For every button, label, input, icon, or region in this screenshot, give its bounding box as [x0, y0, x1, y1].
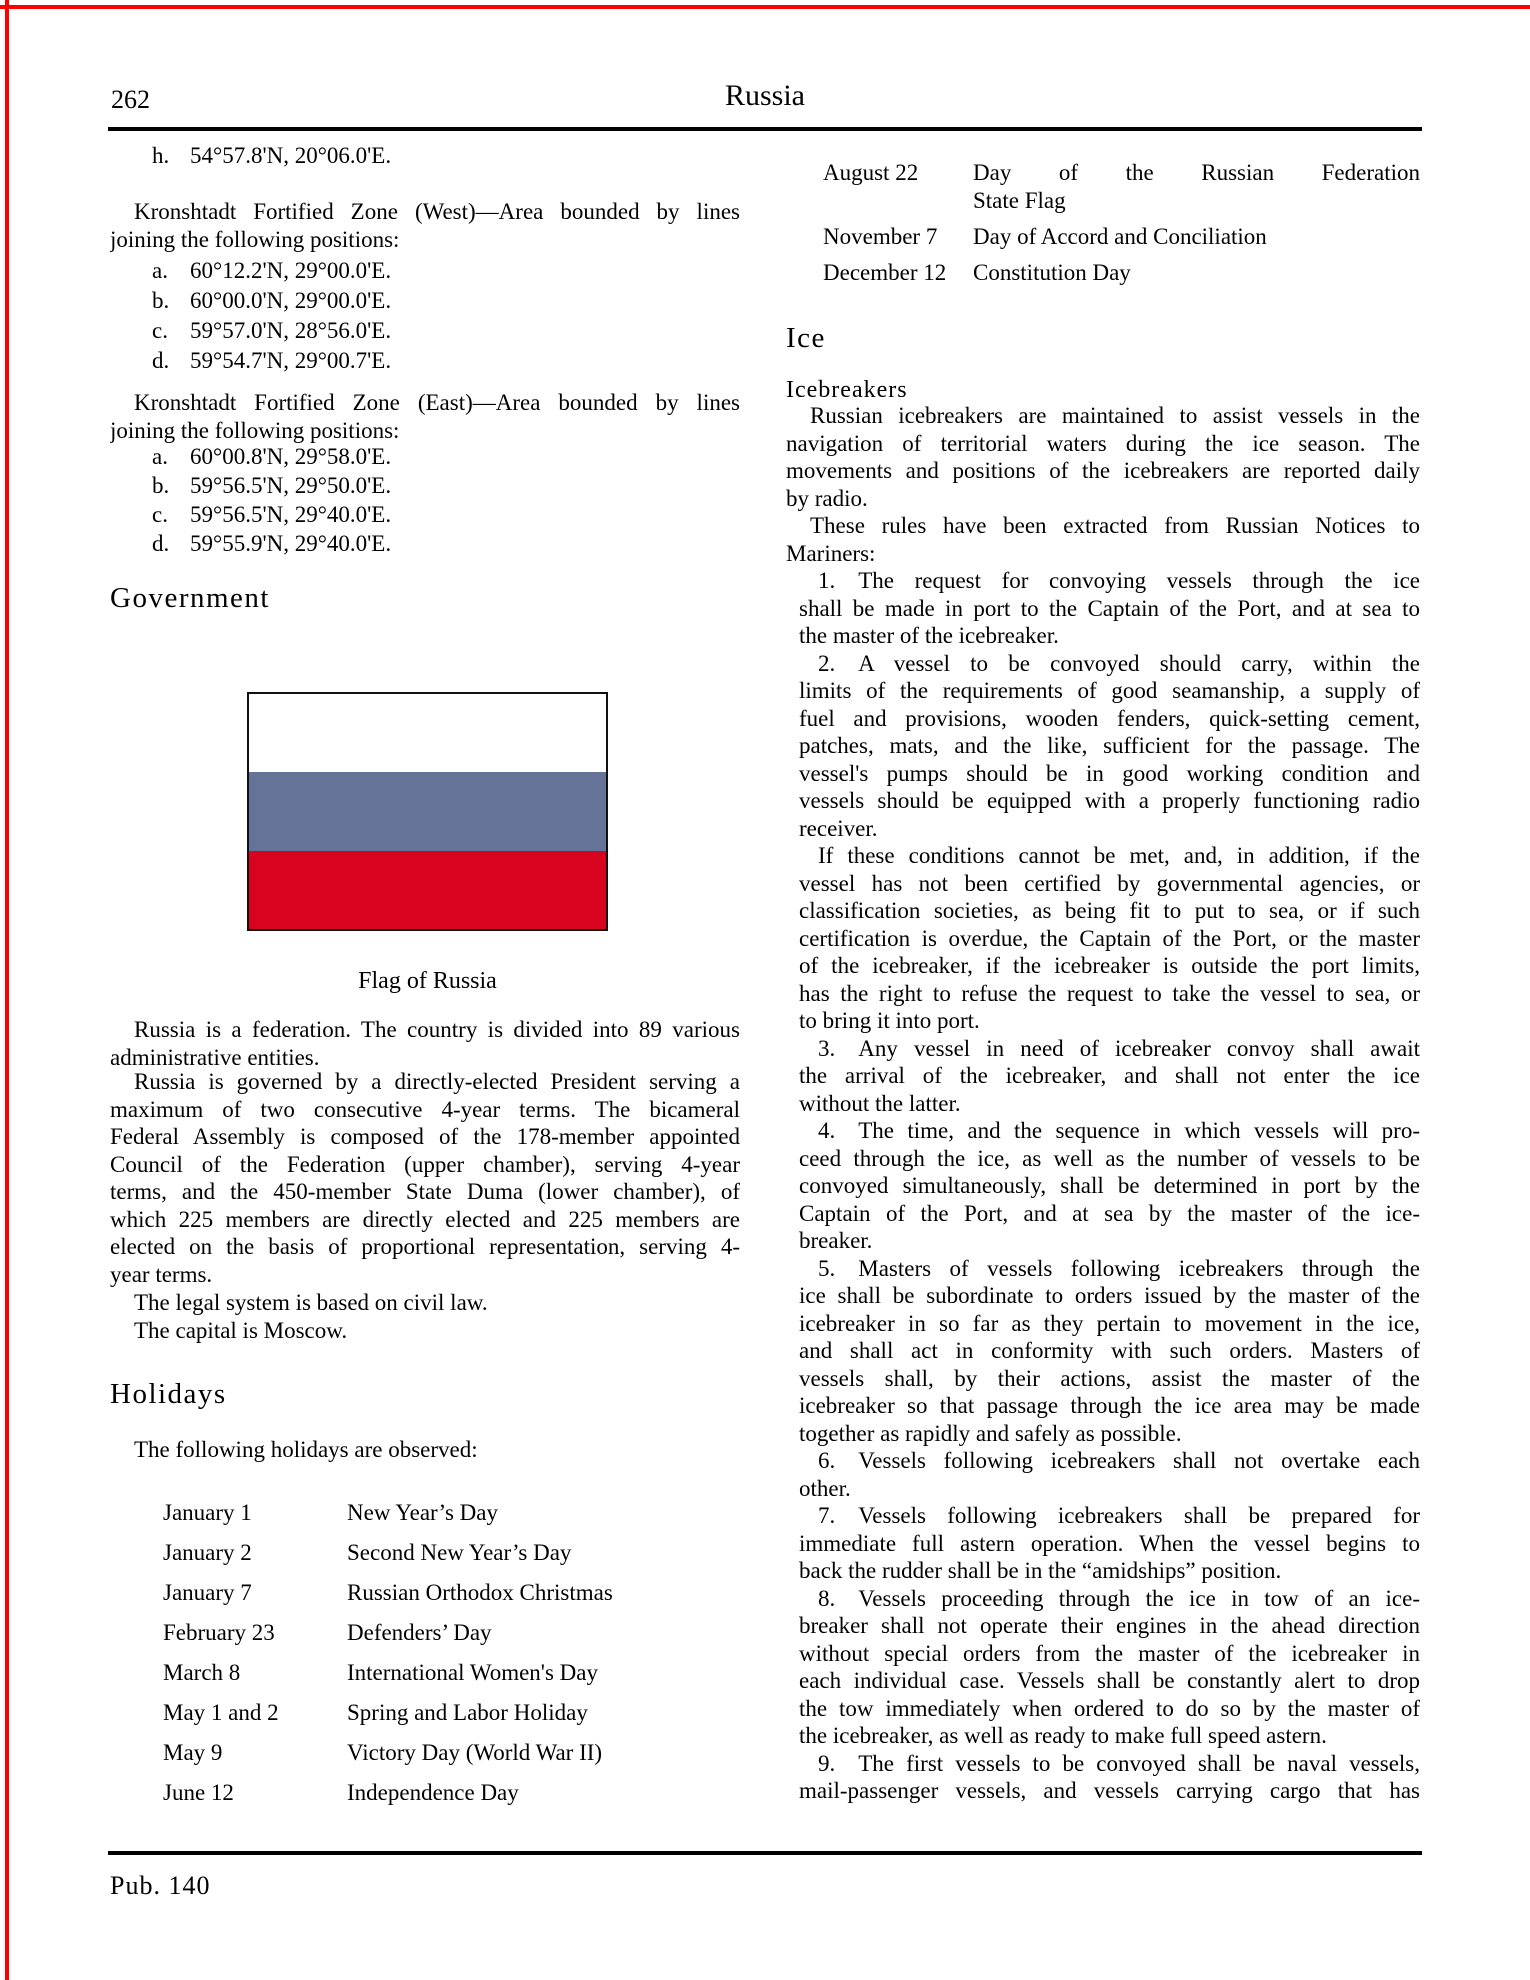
paragraph-line: The capital is Moscow. [134, 1318, 348, 1343]
paragraph [110, 1289, 740, 1317]
observance-row [786, 259, 1420, 287]
observance-table [786, 159, 1420, 295]
holiday-row [110, 1619, 740, 1659]
flag-caption: Flag of Russia [358, 968, 497, 994]
paragraph-line: Kronshtadt Fortified Zone (East)—Area bounded by lines [134, 390, 740, 415]
observance-date: December 12 [823, 259, 947, 285]
coordinate-list [110, 256, 740, 376]
paragraph-line: of the icebreaker, if the icebreaker is outside the port limits, [799, 953, 1420, 978]
observance-name [973, 259, 1420, 287]
paragraph [799, 1585, 1420, 1750]
sub-heading: Icebreakers [786, 377, 908, 403]
paragraph-line: 9. The first vessels to be convoyed shall be naval vessels, [818, 1750, 1420, 1776]
coordinate-label: c. [152, 502, 168, 527]
paragraph-line: other. [799, 1475, 851, 1501]
coordinate-label: a. [152, 444, 168, 469]
paragraph [786, 402, 1420, 512]
paragraph-line: vessels should be equipped with a properly functioning radio [799, 788, 1420, 813]
paragraph-line: convoyed simultaneously, shall be determined in port by the [799, 1173, 1420, 1198]
holiday-row [110, 1739, 740, 1779]
paragraph [799, 1447, 1420, 1502]
coordinate-value: 59°56.5'N, 29°50.0'E. [190, 473, 392, 498]
paragraph [110, 198, 740, 253]
coordinate-label: d. [152, 531, 170, 556]
paragraph-line: to bring it into port. [799, 1008, 980, 1033]
flag-figure [110, 692, 740, 931]
paragraph [799, 1035, 1420, 1118]
paragraph-line: immediate full astern operation. When the vessel begins to [799, 1530, 1420, 1556]
coordinate-item [110, 442, 740, 471]
holiday-date: May 1 and 2 [163, 1700, 279, 1725]
observance-name [973, 223, 1420, 251]
paragraph-line: navigation of territorial waters during the ice season. The [786, 430, 1420, 456]
paragraph-line: 3. Any vessel in need of icebreaker convoy shall await [818, 1035, 1420, 1061]
page-number: 262 [111, 85, 150, 114]
coordinate-item [110, 141, 740, 171]
paragraph-line: without the latter. [799, 1090, 961, 1116]
observance-name-line: State Flag [973, 187, 1066, 213]
paragraph [110, 1016, 740, 1071]
coordinate-label: b. [152, 288, 170, 313]
paragraph-line: 5. Masters of vessels following icebreakers through the [818, 1255, 1420, 1281]
publication-label: Pub. 140 [110, 1871, 211, 1900]
paragraph-line: Russia is a federation. The country is divided into 89 various [134, 1017, 740, 1042]
footer-rule [108, 1851, 1422, 1855]
paragraph [799, 650, 1420, 843]
coordinate-value: 60°12.2'N, 29°00.0'E. [190, 258, 392, 283]
observance-name-line: Constitution Day [973, 259, 1131, 285]
holiday-row [110, 1779, 740, 1819]
paragraph-line: joining the following positions: [110, 417, 400, 443]
coordinate-label: d. [152, 348, 170, 373]
paragraph-line: certification is overdue, the Captain of the Port, or the master [799, 925, 1420, 951]
coordinate-item [110, 316, 740, 346]
holiday-date: June 12 [163, 1780, 234, 1805]
paragraph-line: has the right to refuse the request to take the vessel to sea, or [799, 980, 1420, 1006]
paragraph-line: movements and positions of the icebreakers are reported daily [786, 458, 1420, 483]
paragraph-line: Mariners: [786, 540, 876, 566]
holiday-date: January 2 [163, 1540, 252, 1565]
paragraph-line: the arrival of the icebreaker, and shall not enter the ice [799, 1063, 1420, 1088]
holiday-row [110, 1579, 740, 1619]
paragraph-line: each individual case. Vessels shall be constantly alert to drop [799, 1668, 1420, 1693]
flag-stripe-blue [249, 772, 606, 850]
coordinate-value: 59°54.7'N, 29°00.7'E. [190, 348, 392, 373]
paragraph [110, 1436, 740, 1464]
paragraph-line: receiver. [799, 815, 878, 841]
flag-stripe-white [249, 694, 606, 772]
coordinate-value: 59°55.9'N, 29°40.0'E. [190, 531, 392, 556]
paragraph-line: The following holidays are observed: [134, 1437, 478, 1462]
paragraph-line: breaker shall not operate their engines in the ahead direction [799, 1613, 1420, 1638]
paragraph-line: the master of the icebreaker. [799, 623, 1059, 648]
section-heading: Government [110, 582, 270, 614]
paragraph-line: 8. Vessels proceeding through the ice in tow of an ice- [818, 1585, 1420, 1611]
paragraph-line: patches, mats, and the like, sufficient for the passage. The [799, 733, 1420, 758]
right-column [786, 132, 1420, 1872]
header-rule [108, 127, 1422, 131]
holiday-name: Russian Orthodox Christmas [347, 1580, 613, 1605]
coordinate-list [110, 141, 740, 171]
holiday-name: Independence Day [347, 1780, 519, 1805]
paragraph-line: 4. The time, and the sequence in which vessels will pro- [818, 1118, 1420, 1143]
paragraph [799, 1502, 1420, 1585]
paragraph-line: limits of the requirements of good seamanship, a supply of [799, 678, 1420, 703]
coordinate-label: b. [152, 473, 170, 498]
holiday-name: Victory Day (World War II) [347, 1740, 603, 1765]
coordinate-item [110, 471, 740, 500]
paragraph-line: fuel and provisions, wooden fenders, quick-setting cement, [799, 705, 1420, 731]
paragraph-line: vessel has not been certified by governmental agencies, or [799, 870, 1420, 896]
paragraph-line: together as rapidly and safely as possible. [799, 1420, 1182, 1446]
paragraph [799, 1255, 1420, 1448]
holiday-name: International Women's Day [347, 1660, 598, 1685]
paragraph [799, 1750, 1420, 1805]
paragraph-line: 2. A vessel to be convoyed should carry, within the [818, 650, 1420, 676]
observance-date: November 7 [823, 223, 938, 249]
coordinate-label: h. [152, 143, 170, 168]
paragraph-line: ceed through the ice, as well as the number of vessels to be [799, 1145, 1420, 1171]
paragraph-line: mail-passenger vessels, and vessels carrying cargo that has [799, 1778, 1420, 1803]
paragraph-line: administrative entities. [110, 1044, 320, 1070]
russia-flag [247, 692, 608, 931]
paragraph-line: elected on the basis of proportional representation, serving 4- [110, 1234, 740, 1259]
paragraph-line: year terms. [110, 1261, 213, 1287]
observance-name-line: Day of Accord and Conciliation [973, 223, 1267, 249]
holiday-name: New Year’s Day [347, 1500, 498, 1525]
paragraph-line: icebreaker so that passage through the ice area may be made [799, 1393, 1420, 1418]
paragraph [786, 512, 1420, 567]
holiday-name: Defenders’ Day [347, 1620, 492, 1645]
holiday-row [110, 1499, 740, 1539]
coordinate-item [110, 286, 740, 316]
observance-row [786, 223, 1420, 251]
coordinate-value: 59°56.5'N, 29°40.0'E. [190, 502, 392, 527]
coordinate-item [110, 500, 740, 529]
coordinate-item [110, 256, 740, 286]
coordinate-value: 59°57.0'N, 28°56.0'E. [190, 318, 392, 343]
left-column [110, 132, 740, 1872]
paragraph-line: which 225 members are directly elected and 225 members are [110, 1206, 740, 1232]
paragraph [110, 1068, 740, 1288]
paragraph-line: ice shall be subordinate to orders issued by the master of the [799, 1283, 1420, 1308]
holiday-table [110, 1499, 740, 1819]
paragraph-line: joining the following positions: [110, 226, 400, 252]
paragraph-line: classification societies, as being fit to put to sea, or if such [799, 898, 1420, 923]
flag-stripe-red [249, 851, 606, 929]
paragraph-line: shall be made in port to the Captain of the Port, and at sea to [799, 595, 1420, 621]
paragraph [110, 1317, 740, 1345]
section-heading: Ice [786, 322, 826, 354]
paragraph-line: The legal system is based on civil law. [134, 1290, 488, 1315]
paragraph-line: the icebreaker, as well as ready to make full speed astern. [799, 1723, 1327, 1748]
paragraph-line: the tow immediately when ordered to do so by the master of [799, 1695, 1420, 1721]
paragraph-line: Federal Assembly is composed of the 178-member appointed [110, 1124, 740, 1149]
coordinate-value: 60°00.0'N, 29°00.0'E. [190, 288, 392, 313]
holiday-row [110, 1539, 740, 1579]
paragraph-line: vessel's pumps should be in good working condition and [799, 760, 1420, 786]
coordinate-value: 60°00.8'N, 29°58.0'E. [190, 444, 392, 469]
coordinate-list [110, 442, 740, 558]
paragraph [799, 567, 1420, 650]
observance-date: August 22 [823, 160, 919, 185]
page-title: Russia [724, 79, 805, 112]
paragraph [110, 389, 740, 444]
holiday-date: March 8 [163, 1660, 241, 1685]
holiday-date: May 9 [163, 1740, 223, 1765]
paragraph-line: These rules have been extracted from Russian Notices to [810, 513, 1420, 538]
observance-name-line: Day of the Russian Federation [973, 160, 1420, 185]
coordinate-item [110, 346, 740, 376]
paragraph-line: 6. Vessels following icebreakers shall not overtake each [818, 1448, 1420, 1473]
holiday-date: January 1 [163, 1500, 252, 1525]
holiday-date: February 23 [163, 1620, 275, 1645]
holiday-row [110, 1699, 740, 1739]
coordinate-value: 54°57.8'N, 20°06.0'E. [190, 143, 392, 168]
section-heading: Holidays [110, 1378, 227, 1410]
coordinate-label: c. [152, 318, 168, 343]
coordinate-item [110, 529, 740, 558]
paragraph-line: Russian icebreakers are maintained to assist vessels in the [810, 403, 1420, 428]
paragraph [799, 1117, 1420, 1255]
paragraph-line: 1. The request for convoying vessels through the ice [818, 568, 1420, 593]
paragraph-line: terms, and the 450-member State Duma (lower chamber), of [110, 1179, 740, 1204]
holiday-name: Spring and Labor Holiday [347, 1700, 588, 1725]
paragraph-line: icebreaker in so far as they pertain to movement in the ice, [799, 1310, 1420, 1336]
paragraph-line: If these conditions cannot be met, and, in addition, if the [818, 843, 1420, 868]
observance-row [786, 159, 1420, 214]
paragraph-line: vessels shall, by their actions, assist the master of the [799, 1365, 1420, 1391]
paragraph-line: breaker. [799, 1228, 873, 1253]
paragraph-line: Council of the Federation (upper chamber), serving 4-year [110, 1151, 740, 1177]
paragraph-line: Russia is governed by a directly-elected President serving a [134, 1069, 740, 1094]
paragraph-line: 7. Vessels following icebreakers shall be prepared for [818, 1503, 1420, 1528]
holiday-date: January 7 [163, 1580, 252, 1605]
page-border-left-red-line [5, 0, 9, 1980]
paragraph-line: by radio. [786, 485, 868, 511]
holiday-name: Second New Year’s Day [347, 1540, 572, 1565]
page-border-top-red-line [0, 5, 1530, 9]
paragraph-line: without special orders from the master of the icebreaker in [799, 1640, 1420, 1666]
paragraph-line: and shall act in conformity with such orders. Masters of [799, 1338, 1420, 1363]
coordinate-label: a. [152, 258, 168, 283]
paragraph [799, 842, 1420, 1035]
paragraph-line: back the rudder shall be in the “amidships” position. [799, 1558, 1282, 1583]
paragraph-line: Captain of the Port, and at sea by the master of the ice- [799, 1200, 1420, 1226]
paragraph-line: maximum of two consecutive 4-year terms. The bicameral [110, 1096, 740, 1122]
observance-name [973, 159, 1420, 214]
holiday-row [110, 1659, 740, 1699]
paragraph-line: Kronshtadt Fortified Zone (West)—Area bounded by lines [134, 199, 740, 224]
